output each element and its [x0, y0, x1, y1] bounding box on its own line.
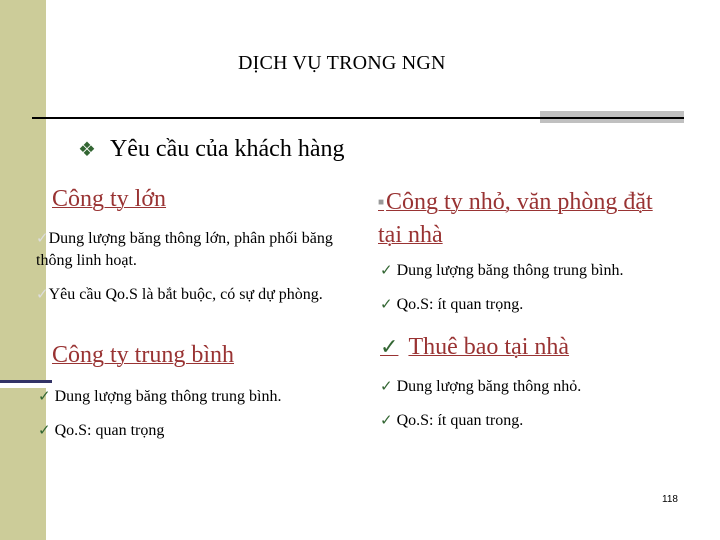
check-icon: ✓: [380, 379, 393, 395]
medium-item-2-text: Qo.S: quan trọng: [54, 422, 165, 439]
heading-small-company-text: Công ty nhỏ, văn phòng đặt tại nhà: [378, 189, 653, 249]
check-icon: ✓: [380, 334, 399, 359]
medium-item-2: [38, 420, 164, 442]
check-icon: ✓: [380, 413, 393, 429]
check-icon: ✓: [38, 389, 51, 405]
small-item-2-text: Qo.S: ít quan trọng.: [396, 296, 524, 313]
small-item-1-text: Dung lượng băng thông trung bình.: [396, 262, 624, 279]
heading-home-subscriber: [380, 334, 569, 361]
sidebar-accent-line: [0, 380, 52, 383]
home-item-2: [380, 410, 523, 432]
large-item-1-text: Dung lượng băng thông lớn, phân phối băng thông linh hoạt.: [36, 230, 333, 269]
heading-medium-company: Công ty trung bình: [52, 342, 235, 368]
heading-small-company: [378, 186, 678, 251]
large-item-2-text: Yêu cầu Qo.S là bắt buộc, có sự dự phòng.: [48, 286, 323, 303]
medium-item-1-text: Dung lượng băng thông trung bình.: [54, 388, 282, 405]
large-item-2: [36, 284, 336, 306]
diamond-bullet-icon: ❖: [78, 139, 96, 161]
heading-home-subscriber-text: Thuê bao tại nhà: [408, 334, 570, 360]
large-item-1: [36, 228, 336, 272]
main-bullet: [78, 136, 345, 163]
check-icon: ✓: [380, 263, 393, 279]
medium-item-1: [38, 386, 281, 408]
square-bullet-icon: ■: [378, 197, 385, 209]
home-item-1: [380, 376, 581, 398]
heading-large-company: Công ty lớn: [52, 186, 167, 212]
main-bullet-text: Yêu cầu của khách hàng: [109, 136, 345, 162]
small-item-2: [380, 294, 523, 316]
page-number: 118: [662, 494, 678, 505]
small-item-1: [380, 260, 623, 282]
check-icon: ✓: [36, 231, 49, 247]
slide-title: DỊCH VỤ TRONG NGN: [238, 52, 446, 74]
title-rule: [32, 117, 684, 119]
home-item-2-text: Qo.S: ít quan trong.: [396, 412, 524, 429]
check-icon: ✓: [36, 287, 49, 303]
check-icon: ✓: [38, 423, 51, 439]
home-item-1-text: Dung lượng băng thông nhỏ.: [396, 378, 582, 395]
check-icon: ✓: [380, 297, 393, 313]
